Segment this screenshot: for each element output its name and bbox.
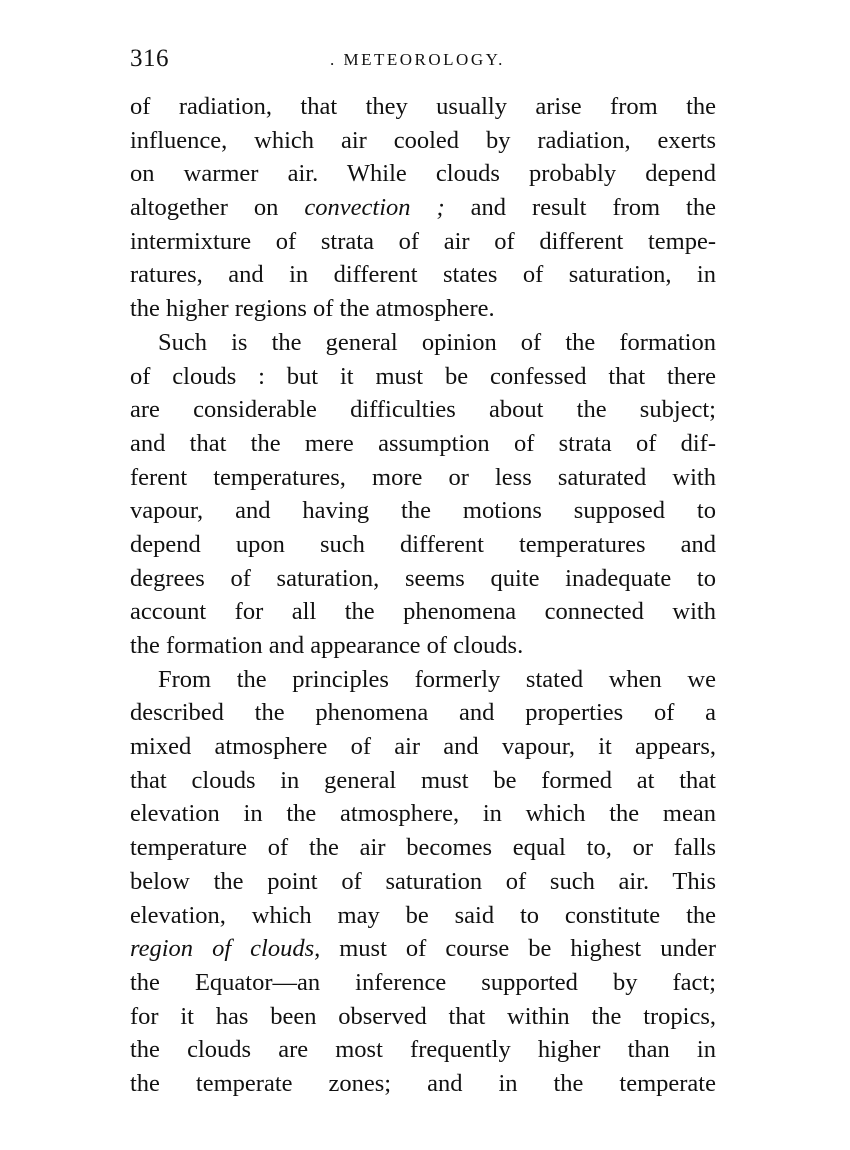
text-line: degrees of saturation, seems quite inadequate to [130,564,716,592]
text-line: influence, which air cooled by radiation, exerts [130,126,716,154]
text-segment: must of course be highest under [320,935,716,963]
text-line: account for all the phenomena connected with [130,598,716,626]
text-line: on warmer air. While clouds probably depend [130,160,716,188]
text-line: the clouds are most frequently higher than in [130,1036,716,1064]
text-line: depend upon such different temperatures and [130,530,716,558]
text-line: described the phenomena and properties of a [130,699,716,727]
italic-term: region of clouds, [130,935,321,963]
text-line: are considerable difficulties about the subject; [130,396,716,424]
text-line: of clouds : but it must be confessed that there [130,362,716,390]
text-line: and that the mere assumption of strata of dif- [130,429,716,457]
text-segment: altogether on [130,194,305,222]
paragraph-first-line: From the principles formerly stated when we [158,665,716,693]
text-segment: and result from the [444,194,716,222]
paragraph-first-line: Such is the general opinion of the formation [158,328,716,356]
italic-term: convection ; [304,194,445,222]
text-line: of radiation, that they usually arise from the [130,93,716,120]
text-line: the temperate zones; and in the temperate [130,1069,716,1097]
text-line: mixed atmosphere of air and vapour, it appears, [130,733,716,761]
text-line [130,932,716,966]
page-number: 316 [130,45,169,72]
text-line: elevation in the atmosphere, in which the mean [130,800,716,828]
text-line: that clouds in general must be formed at that [130,766,716,794]
text-line: the formation and appearance of clouds. [130,632,524,659]
text-line: ferent temperatures, more or less saturated with [130,463,716,491]
text-line: below the point of saturation of such air. This [130,867,716,895]
text-line: temperature of the air becomes equal to, or falls [130,834,716,862]
body-text [130,90,716,1101]
text-line: ratures, and in different states of saturation, in [130,261,716,289]
text-line: elevation, which may be said to constitute the [130,901,716,929]
page-header [130,44,720,78]
running-title: . METEOROLOGY. [330,50,505,69]
text-line: for it has been observed that within the tropics, [130,1002,716,1030]
text-line: vapour, and having the motions supposed to [130,497,716,525]
text-line: the Equator—an inference supported by fact; [130,968,716,996]
text-line: the higher regions of the atmosphere. [130,295,495,323]
text-line [130,191,716,225]
text-line: intermixture of strata of air of different tempe- [130,227,716,255]
